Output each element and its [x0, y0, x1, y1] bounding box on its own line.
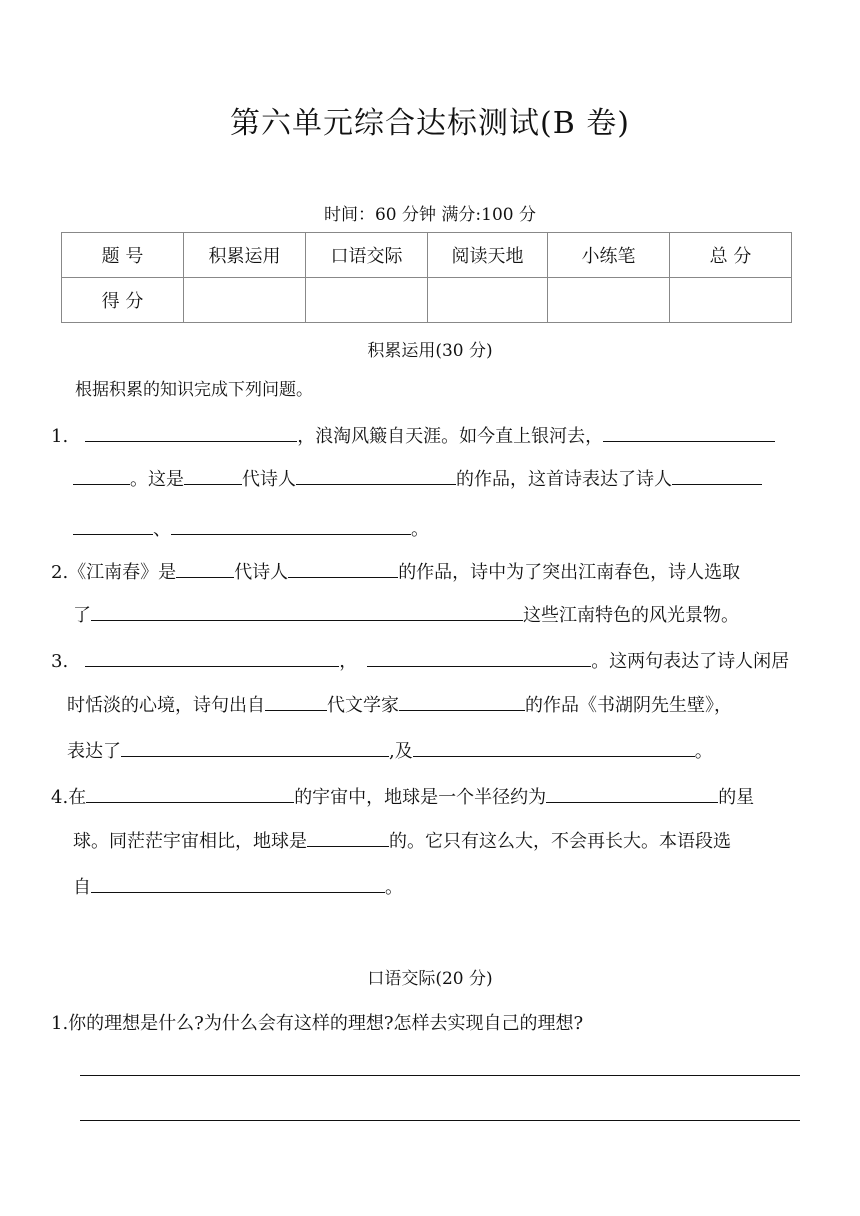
question-text: 了 — [73, 605, 91, 626]
question-text: 在 — [68, 787, 87, 808]
score-input-cell[interactable] — [306, 278, 428, 323]
section-heading-accumulation: 积累运用(30 分) — [367, 341, 493, 361]
question-number: 4. — [51, 787, 69, 808]
score-input-cell[interactable] — [670, 278, 792, 323]
oral-question-1: 1.你的理想是什么?为什么会有这样的理想?怎样去实现自己的理想? — [51, 1013, 584, 1034]
question-4-line-1 — [51, 784, 754, 812]
answer-blank[interactable] — [86, 784, 294, 803]
header-cell: 积累运用 — [184, 233, 306, 278]
question-text: 《江南春》是 — [68, 562, 177, 583]
question-text: 的星 — [718, 787, 755, 808]
score-table-score-row — [62, 278, 792, 323]
header-cell: 题 号 — [62, 233, 184, 278]
score-table — [61, 232, 792, 323]
question-2-line-1 — [51, 559, 740, 587]
question-text: 、 — [153, 519, 171, 540]
score-input-cell[interactable] — [184, 278, 306, 323]
answer-blank[interactable] — [73, 466, 130, 485]
answer-blank[interactable] — [296, 466, 456, 485]
answer-blank[interactable] — [85, 423, 297, 442]
question-4-line-3 — [73, 874, 403, 902]
question-text: 。这是 — [130, 469, 184, 490]
header-cell: 口语交际 — [306, 233, 428, 278]
question-1-line-3 — [73, 516, 429, 544]
question-number: 1. — [51, 426, 69, 447]
answer-blank[interactable] — [288, 559, 398, 578]
score-input-cell[interactable] — [428, 278, 548, 323]
answer-blank[interactable] — [672, 466, 762, 485]
question-text: 的作品，诗中为了突出江南春色，诗人选取 — [398, 562, 741, 583]
question-text: 代文学家 — [327, 695, 399, 716]
answer-blank[interactable] — [546, 784, 718, 803]
question-text: 。这两句表达了诗人闲居 — [591, 651, 790, 672]
question-3-line-3 — [67, 738, 713, 766]
question-text: 的。它只有这么大，不会再长大。本语段选 — [389, 831, 731, 852]
question-text: 的宇宙中，地球是一个半径约为 — [294, 787, 547, 808]
question-text: 的作品《书湖阴先生壁》， — [525, 695, 732, 716]
question-3-line-1 — [51, 648, 789, 676]
question-text: ,及 — [389, 741, 413, 762]
header-cell: 总 分 — [670, 233, 792, 278]
question-4-line-2 — [73, 828, 731, 856]
question-text: 。 — [411, 519, 429, 540]
answer-blank[interactable] — [307, 828, 389, 847]
question-2-line-2 — [73, 602, 739, 630]
question-1-line-1 — [51, 423, 775, 451]
question-text: ， — [339, 651, 358, 672]
answer-blank[interactable] — [176, 559, 234, 578]
section-intro: 根据积累的知识完成下列问题。 — [75, 380, 313, 400]
answer-blank[interactable] — [399, 692, 525, 711]
answer-blank[interactable] — [121, 738, 389, 757]
answer-blank[interactable] — [91, 602, 523, 621]
answer-blank[interactable] — [184, 466, 242, 485]
answer-blank[interactable] — [413, 738, 695, 757]
question-text: 这些江南特色的风光景物。 — [523, 605, 739, 626]
answer-line[interactable] — [80, 1120, 800, 1121]
header-cell: 小练笔 — [548, 233, 670, 278]
score-table-header-row — [62, 233, 792, 278]
answer-blank[interactable] — [91, 874, 385, 893]
score-input-cell[interactable] — [548, 278, 670, 323]
answer-blank[interactable] — [603, 423, 775, 442]
question-text: 自 — [73, 877, 91, 898]
header-cell: 阅读天地 — [428, 233, 548, 278]
question-text: 的作品，这首诗表达了诗人 — [456, 469, 672, 490]
answer-blank[interactable] — [367, 648, 591, 667]
page-title: 第六单元综合达标测试(B 卷) — [230, 106, 630, 141]
question-text: 表达了 — [67, 741, 121, 762]
question-text: ，浪淘风簸自天涯。如今直上银河去， — [297, 426, 604, 447]
question-text: 代诗人 — [242, 469, 296, 490]
question-text: 。 — [694, 741, 713, 762]
row-label-cell: 得 分 — [62, 278, 184, 323]
question-text: 球。同茫茫宇宙相比，地球是 — [73, 831, 307, 852]
exam-info: 时间：60 分钟 满分:100 分 — [323, 205, 537, 225]
question-text: 代诗人 — [234, 562, 289, 583]
answer-blank[interactable] — [73, 516, 153, 535]
question-3-line-2 — [67, 692, 732, 720]
answer-line[interactable] — [80, 1075, 800, 1076]
section-heading-oral: 口语交际(20 分) — [367, 969, 493, 989]
question-number: 3. — [51, 651, 69, 672]
answer-blank[interactable] — [85, 648, 339, 667]
answer-blank[interactable] — [265, 692, 327, 711]
question-text: 时恬淡的心境，诗句出自 — [67, 695, 265, 716]
question-number: 2. — [51, 562, 69, 583]
question-text: 。 — [385, 877, 403, 898]
question-1-line-2 — [73, 466, 762, 494]
answer-blank[interactable] — [171, 516, 411, 535]
